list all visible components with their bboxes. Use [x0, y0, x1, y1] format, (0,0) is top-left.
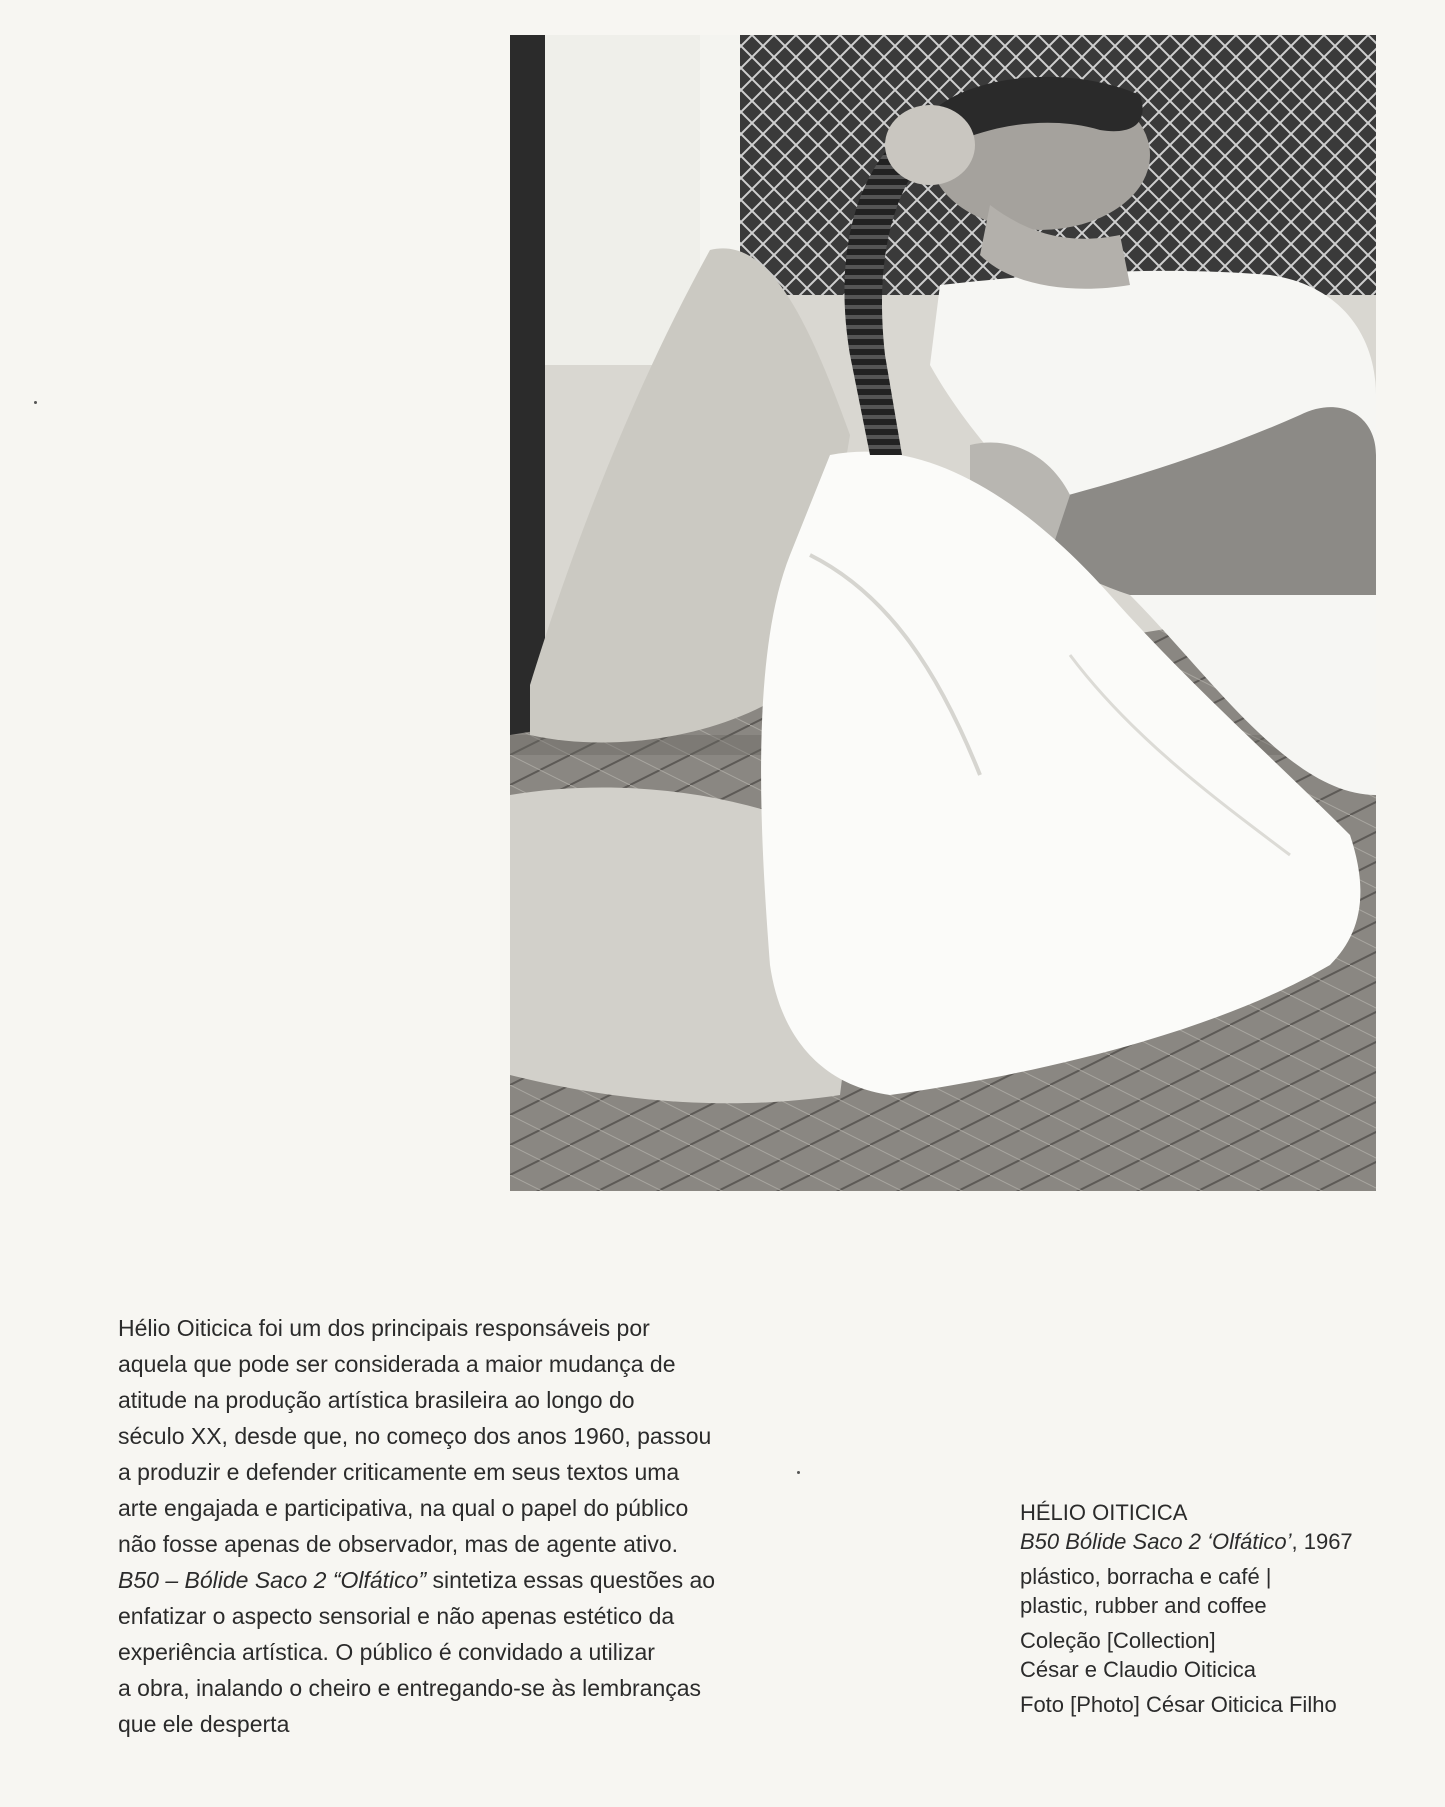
body-line: século XX, desde que, no começo dos anos 1960, passou [118, 1423, 712, 1449]
body-line: que ele desperta [118, 1711, 290, 1737]
artwork-photo-illustration [510, 35, 1376, 1191]
body-line: aquela que pode ser considerada a maior mudança de [118, 1351, 676, 1377]
body-line: a obra, inalando o cheiro e entregando-se às lembranças [118, 1675, 702, 1701]
body-line [118, 1562, 798, 1598]
body-line: experiência artística. O público é convidado a utilizar [118, 1639, 655, 1665]
collection-name: César e Claudio Oiticica [1020, 1657, 1256, 1682]
work-title-italic: B50 – Bólide Saco 2 “Olfático” [118, 1567, 427, 1593]
work-title: B50 Bólide Saco 2 ‘Olfático’ [1020, 1529, 1292, 1554]
body-paragraph [118, 1310, 798, 1742]
work-title-row [1020, 1527, 1420, 1556]
body-line: arte engajada e participativa, na qual o papel do público [118, 1495, 689, 1521]
print-speck [34, 401, 37, 404]
body-line: a produzir e defender criticamente em seus textos uma [118, 1459, 680, 1485]
body-line-rest: sintetiza essas questões ao [426, 1567, 716, 1593]
materials-en: plastic, rubber and coffee [1020, 1593, 1267, 1618]
photo-credit: Foto [Photo] César Oiticica Filho [1020, 1692, 1337, 1717]
body-line: atitude na produção artística brasileira ao longo do [118, 1387, 635, 1413]
artwork-caption [1020, 1498, 1420, 1719]
body-line: Hélio Oiticica foi um dos principais responsáveis por [118, 1315, 650, 1341]
collection-label: Coleção [Collection] [1020, 1628, 1216, 1653]
body-line: não fosse apenas de observador, mas de agente ativo. [118, 1531, 679, 1557]
work-year: , 1967 [1291, 1529, 1353, 1554]
artwork-photo [510, 35, 1376, 1191]
artist-name: HÉLIO OITICICA [1020, 1500, 1188, 1525]
materials-pt: plástico, borracha e café | [1020, 1564, 1272, 1589]
body-line: enfatizar o aspecto sensorial e não apenas estético da [118, 1603, 675, 1629]
